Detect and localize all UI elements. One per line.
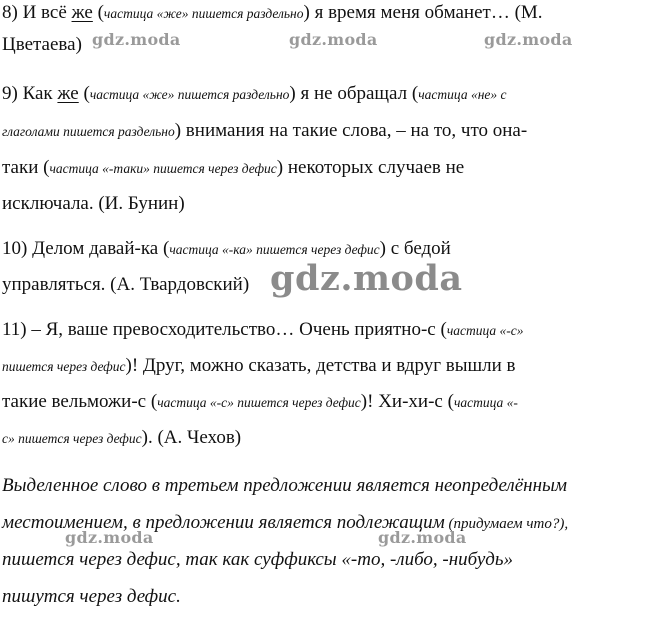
- text-fragment: )! Хи-хи-с (: [360, 391, 454, 412]
- text-line-15: [2, 548, 643, 572]
- text-line-6: [2, 192, 643, 216]
- text-fragment: обращал: [337, 83, 408, 104]
- text-fragment: (: [92, 2, 104, 23]
- text-fragment: (: [407, 83, 419, 104]
- grammar-note: частица «-: [453, 395, 518, 410]
- text-line-3: [2, 82, 643, 107]
- text-line-5: [2, 156, 643, 181]
- grammar-note: пишется через дефис: [2, 359, 126, 374]
- grammar-note: частица «-с»: [446, 323, 524, 338]
- text-fragment: пишутся через дефис.: [2, 586, 181, 607]
- grammar-note: (придумаем что?),: [444, 516, 569, 532]
- text-line-1: [2, 1, 643, 26]
- text-fragment: пишется через дефис, так как суффиксы «-то, -либо, -нибудь»: [2, 549, 514, 570]
- grammar-note: частица «-с» пишется через дефис: [157, 395, 361, 410]
- watermark: gdz.moda: [484, 30, 573, 49]
- watermark: gdz.moda: [92, 30, 181, 49]
- watermark: gdz.moda: [378, 528, 467, 547]
- text-line-10: [2, 354, 643, 379]
- grammar-note: глаголами пишется раздельно: [2, 124, 175, 139]
- text-fragment: местоимением, в предложении является подлежащим: [2, 512, 445, 533]
- text-line-13: [2, 474, 643, 498]
- underlined-word: же: [57, 83, 79, 104]
- text-line-9: [2, 318, 643, 343]
- text-fragment: ) некоторых случаев не: [276, 157, 465, 178]
- text-line-4: [2, 119, 643, 144]
- grammar-note: частица «не» с: [418, 87, 507, 102]
- text-fragment: ) я не: [289, 83, 338, 104]
- grammar-note: частица «же» пишется раздельно: [89, 87, 290, 102]
- grammar-note: частица «-таки» пишется через дефис: [49, 161, 277, 176]
- watermark-large: gdz.moda: [270, 258, 463, 299]
- text-fragment: исключала. (И. Бунин): [2, 193, 185, 214]
- text-fragment: 8) И всё: [2, 2, 72, 23]
- grammar-note: частица «же» пишется раздельно: [103, 6, 304, 21]
- watermark: gdz.moda: [289, 30, 378, 49]
- text-fragment: Выделенное слово в третьем предложении является неопределённым: [2, 475, 567, 496]
- text-line-11: [2, 390, 643, 415]
- text-fragment: (: [78, 83, 90, 104]
- text-fragment: )! Друг, можно сказать, детства и вдруг вышли в: [125, 355, 516, 376]
- text-fragment: ) внимания на такие слова, – на то, что она-: [174, 120, 528, 141]
- text-fragment: ) с бедой: [379, 238, 451, 259]
- text-line-16: [2, 585, 643, 609]
- text-fragment: таки (: [2, 157, 50, 178]
- grammar-note: частица «-ка» пишется через дефис: [169, 242, 380, 257]
- text-fragment: Цветаева): [2, 34, 82, 55]
- text-fragment: ) я время меня обманет… (М.: [303, 2, 543, 23]
- text-fragment: 10) Делом давай-ка (: [2, 238, 170, 259]
- text-fragment: управляться. (А. Твардовский): [2, 274, 250, 295]
- text-line-12: [2, 426, 643, 451]
- grammar-note: с» пишется через дефис: [2, 431, 142, 446]
- underlined-word: же: [71, 2, 93, 23]
- text-fragment: 11) – Я, ваше превосходительство… Очень приятно-с (: [2, 319, 447, 340]
- text-fragment: такие вельможи-с (: [2, 391, 158, 412]
- text-fragment: ). (А. Чехов): [141, 427, 242, 448]
- watermark: gdz.moda: [65, 528, 154, 547]
- text-fragment: 9) Как: [2, 83, 58, 104]
